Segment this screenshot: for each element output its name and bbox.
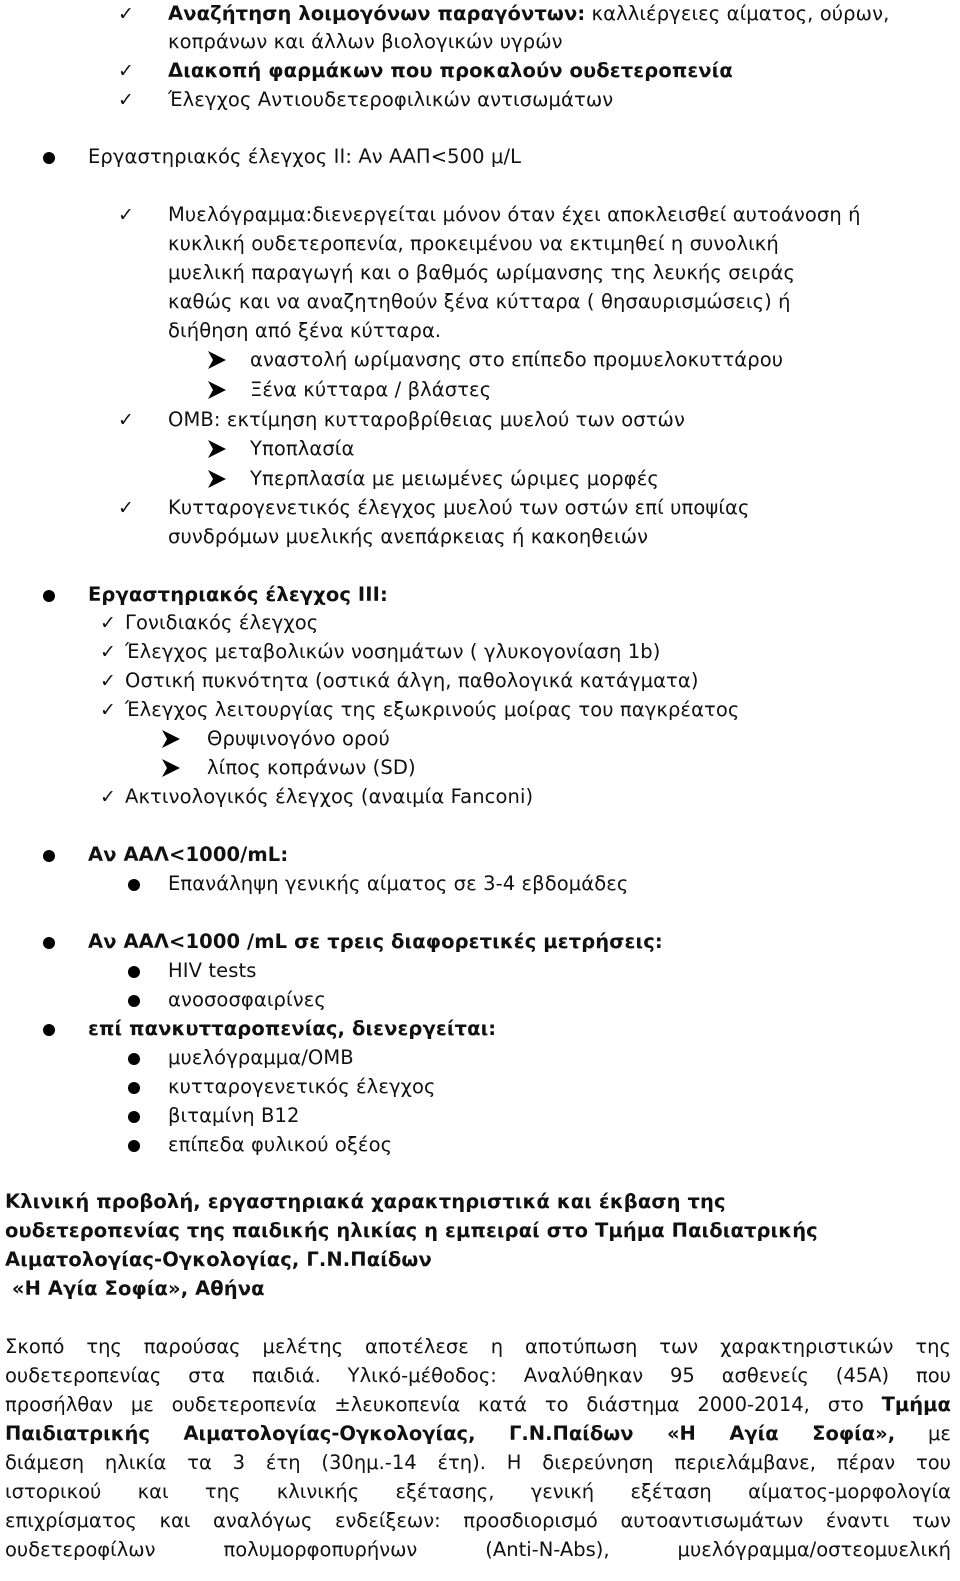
bullet-icon [128,1082,140,1094]
abstract-text: διάμεση ηλικία τα 3 έτη (30ημ.-14 έτη). Η διερεύνηση περιελάμβανε, πέραν του [5,1451,951,1474]
abstract-text: ουδετεροφίλων πολυμορφοπυρήνων (Anti-N-Abs), μυελόγραμμα/οστεομυελική [5,1538,951,1561]
arrow-icon [160,758,182,778]
list-item: Γονιδιακός έλεγχος [125,611,319,634]
sub-item: Ξένα κύτταρα / βλάστες [250,378,492,401]
list-item: βιταμίνη Β12 [168,1104,300,1127]
abstract-text: με [927,1422,951,1445]
check-icon: ✓ [118,89,134,111]
abstract-text: Σκοπό της παρούσας μελέτης αποτέλεσε η αποτύπωση των χαρακτηριστικών της [5,1335,951,1358]
abstract-line [5,1362,951,1391]
bullet-icon [128,966,140,978]
list-item: μυελόγραμμα/ΟΜΒ [168,1046,354,1069]
abstract-text: ουδετεροπενίας στα παιδιά. Υλικό-μέθοδος: Αναλύθηκαν 95 ασθενείς (45Α) που [5,1364,951,1387]
item-text: καλλιέργειες αίματος, ούρων, [585,2,890,25]
arrow-icon [206,350,228,370]
check-icon: ✓ [100,612,116,634]
bullet-icon [128,995,140,1007]
arrow-icon [160,729,182,749]
list-item: Διακοπή φαρμάκων που προκαλούν ουδετεροπενία [168,59,733,82]
abstract-line [5,1420,951,1449]
paragraph-line: καθώς και να αναζητηθούν ξένα κύτταρα ( θησαυρισμώσεις) ή [168,290,791,313]
abstract-line [5,1507,951,1536]
abstract-text: προσήλθαν με ουδετεροπενία ±λευκοπενία κατά το διάστημα 2000-2014, στο [5,1393,864,1416]
bullet-icon [43,1024,55,1036]
abstract-line [5,1536,951,1565]
bullet-icon [128,1140,140,1152]
abstract-line [5,1391,951,1420]
article-title: ουδετεροπενίας της παιδικής ηλικίας η εμπειραί στο Τμήμα Παιδιατρικής [5,1219,818,1242]
list-item: Έλεγχος μεταβολικών νοσημάτων ( γλυκογονίαση 1b) [125,640,661,663]
section-heading: Αν ΑΑΛ<1000 /mL σε τρεις διαφορετικές μετρήσεις: [88,930,663,953]
list-item-cont: συνδρόμων μυελικής ανεπάρκειας ή κακοηθειών [168,525,649,548]
check-icon: ✓ [100,786,116,808]
paragraph-line: Μυελόγραμμα:διενεργείται μόνον όταν έχει αποκλεισθεί αυτοάνοση ή [168,203,861,226]
arrow-icon [206,439,228,459]
list-item: Έλεγχος Αντιουδετεροφιλικών αντισωμάτων [168,88,614,111]
abstract-line [5,1449,951,1478]
paragraph-line: μυελική παραγωγή και ο βαθμός ωρίμανσης της λευκής σειράς [168,261,795,284]
abstract-bold: Τμήμα [881,1393,951,1416]
section-heading: επί πανκυτταροπενίας, διενεργείται: [88,1017,497,1040]
list-item: HIV tests [168,959,257,982]
paragraph-line: κυκλική ουδετεροπενία, προκειμένου να εκτιμηθεί η συνολική [168,232,779,255]
list-item-cont: κοπράνων και άλλων βιολογικών υγρών [168,30,563,53]
list-item: ανοσοσφαιρίνες [168,988,326,1011]
list-item: κυτταρογενετικός έλεγχος [168,1075,436,1098]
abstract-text: ιστορικού και της κλινικής εξέτασης, γενική εξέταση αίματος-μορφολογία [5,1480,951,1503]
section-heading: Εργαστηριακός έλεγχος ΙΙΙ: [88,583,388,606]
bullet-icon [43,152,55,164]
article-title: Κλινική προβολή, εργαστηριακά χαρακτηριστικά και έκβαση της [5,1190,726,1213]
check-icon: ✓ [118,60,134,82]
sub-item: Θρυψινογόνο ορού [207,727,390,750]
list-item: Επανάληψη γενικής αίματος σε 3-4 εβδομάδες [168,872,629,895]
bullet-icon [43,850,55,862]
bullet-icon [128,879,140,891]
list-item: Έλεγχος λειτουργίας της εξωκρινούς μοίρας του παγκρέατος [125,698,740,721]
check-icon: ✓ [100,670,116,692]
sub-item: αναστολή ωρίμανσης στο επίπεδο προμυελοκυττάρου [250,348,784,371]
sub-item: Υπερπλασία με μειωμένες ώριμες μορφές [250,467,659,490]
list-item: Κυτταρογενετικός έλεγχος μυελού των οστών επί υποψίας [168,496,750,519]
sub-item: λίπος κοπράνων (SD) [207,756,416,779]
bullet-icon [128,1111,140,1123]
item-bold: Αναζήτηση λοιμογόνων παραγόντων: [168,2,586,25]
section-heading: Εργαστηριακός έλεγχος ΙΙ: Αν ΑΑΠ<500 μ/L [88,145,522,168]
list-item: επίπεδα φυλικού οξέος [168,1133,393,1156]
abstract-text: επιχρίσματος και αναλόγως ενδείξεων: προσδιορισμό αυτοαντισωμάτων έναντι των [5,1509,951,1532]
check-icon: ✓ [118,409,134,431]
bullet-icon [43,937,55,949]
article-title: Αιματολογίας-Ογκολογίας, Γ.Ν.Παίδων [5,1248,432,1271]
check-icon: ✓ [118,3,134,25]
arrow-icon [206,469,228,489]
list-item [168,0,889,28]
abstract-line [5,1333,951,1362]
section-heading: Αν ΑΑΛ<1000/mL: [88,843,289,866]
sub-item: Υποπλασία [250,437,355,460]
check-icon: ✓ [118,497,134,519]
list-item: ΟΜΒ: εκτίμηση κυτταροβρίθειας μυελού των οστών [168,408,685,431]
abstract-bold: Παιδιατρικής Αιματολογίας-Ογκολογίας, Γ.Ν.Παίδων «Η Αγία Σοφία», [5,1422,896,1445]
abstract-line [5,1478,951,1507]
paragraph-line: διήθηση από ξένα κύτταρα. [168,319,442,342]
check-icon: ✓ [100,699,116,721]
check-icon: ✓ [118,204,134,226]
check-icon: ✓ [100,641,116,663]
arrow-icon [206,380,228,400]
list-item: Οστική πυκνότητα (οστικά άλγη, παθολογικά κατάγματα) [125,669,699,692]
list-item: Ακτινολογικός έλεγχος (αναιμία Fanconi) [125,785,534,808]
bullet-icon [43,590,55,602]
bullet-icon [128,1053,140,1065]
article-title: «Η Αγία Σοφία», Αθήνα [5,1277,265,1300]
